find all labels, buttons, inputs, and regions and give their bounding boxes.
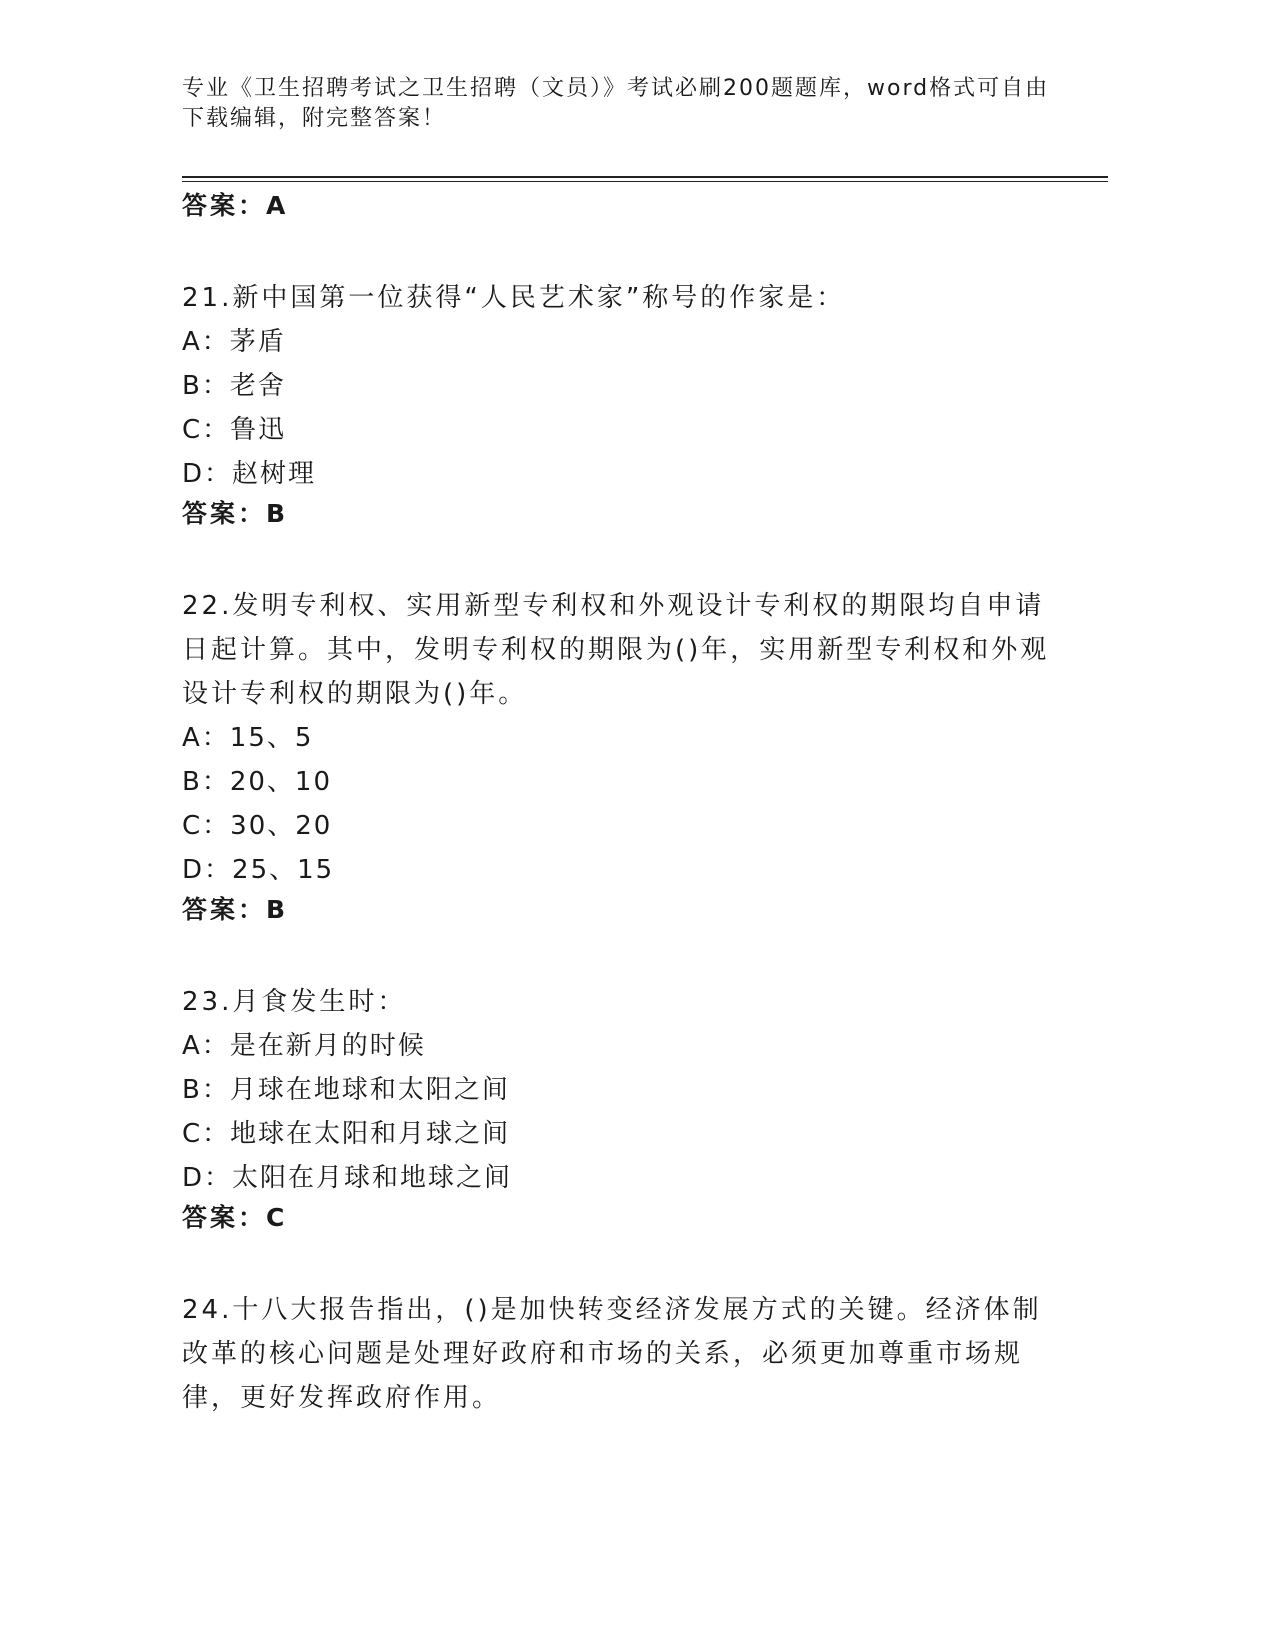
option-b: B：月球在地球和太阳之间 — [182, 1075, 510, 1105]
question-text: 22.发明专利权、实用新型专利权和外观设计专利权的期限均自申请日起计算。其中，发明专利权的期限为()年，实用新型专利权和外观设计专利权的期限为()年。 — [182, 591, 1050, 709]
option-c: C：地球在太阳和月球之间 — [182, 1119, 511, 1149]
question-list — [182, 188, 1062, 1420]
question-gap — [182, 532, 1062, 584]
header-divider-thick — [182, 176, 1108, 178]
question-gap — [182, 1236, 1062, 1288]
answer-line: 答案：B — [182, 499, 289, 528]
header-divider-thin — [182, 181, 1108, 182]
answer-line: 答案：A — [182, 191, 289, 220]
option-d: D：赵树理 — [182, 459, 317, 489]
option-a: A：是在新月的时候 — [182, 1031, 426, 1061]
question-text: 21.新中国第一位获得“人民艺术家”称号的作家是： — [182, 283, 846, 313]
option-c: C：鲁迅 — [182, 415, 287, 445]
option-a: A：茅盾 — [182, 327, 286, 357]
option-c: C：30、20 — [182, 811, 333, 841]
option-b: B：老舍 — [182, 371, 286, 401]
option-a: A：15、5 — [182, 723, 314, 753]
question-21 — [182, 276, 1062, 532]
option-d: D：25、15 — [182, 855, 335, 885]
answer-line: 答案：B — [182, 895, 289, 924]
answer-line: 答案：C — [182, 1203, 288, 1232]
option-d: D：太阳在月球和地球之间 — [182, 1163, 513, 1193]
option-b: B：20、10 — [182, 767, 333, 797]
question-23 — [182, 980, 1062, 1236]
document-header: 专业《卫生招聘考试之卫生招聘（文员）》考试必刷200题题库，word格式可自由下载编辑，附完整答案！ — [182, 76, 1050, 131]
question-24 — [182, 1288, 1062, 1420]
question-22 — [182, 584, 1062, 928]
question-gap — [182, 928, 1062, 980]
question-text: 24.十八大报告指出，()是加快转变经济发展方式的关键。经济体制改革的核心问题是处理好政府和市场的关系，必须更加尊重市场规律，更好发挥政府作用。 — [182, 1295, 1042, 1413]
question-text: 23.月食发生时： — [182, 987, 407, 1017]
